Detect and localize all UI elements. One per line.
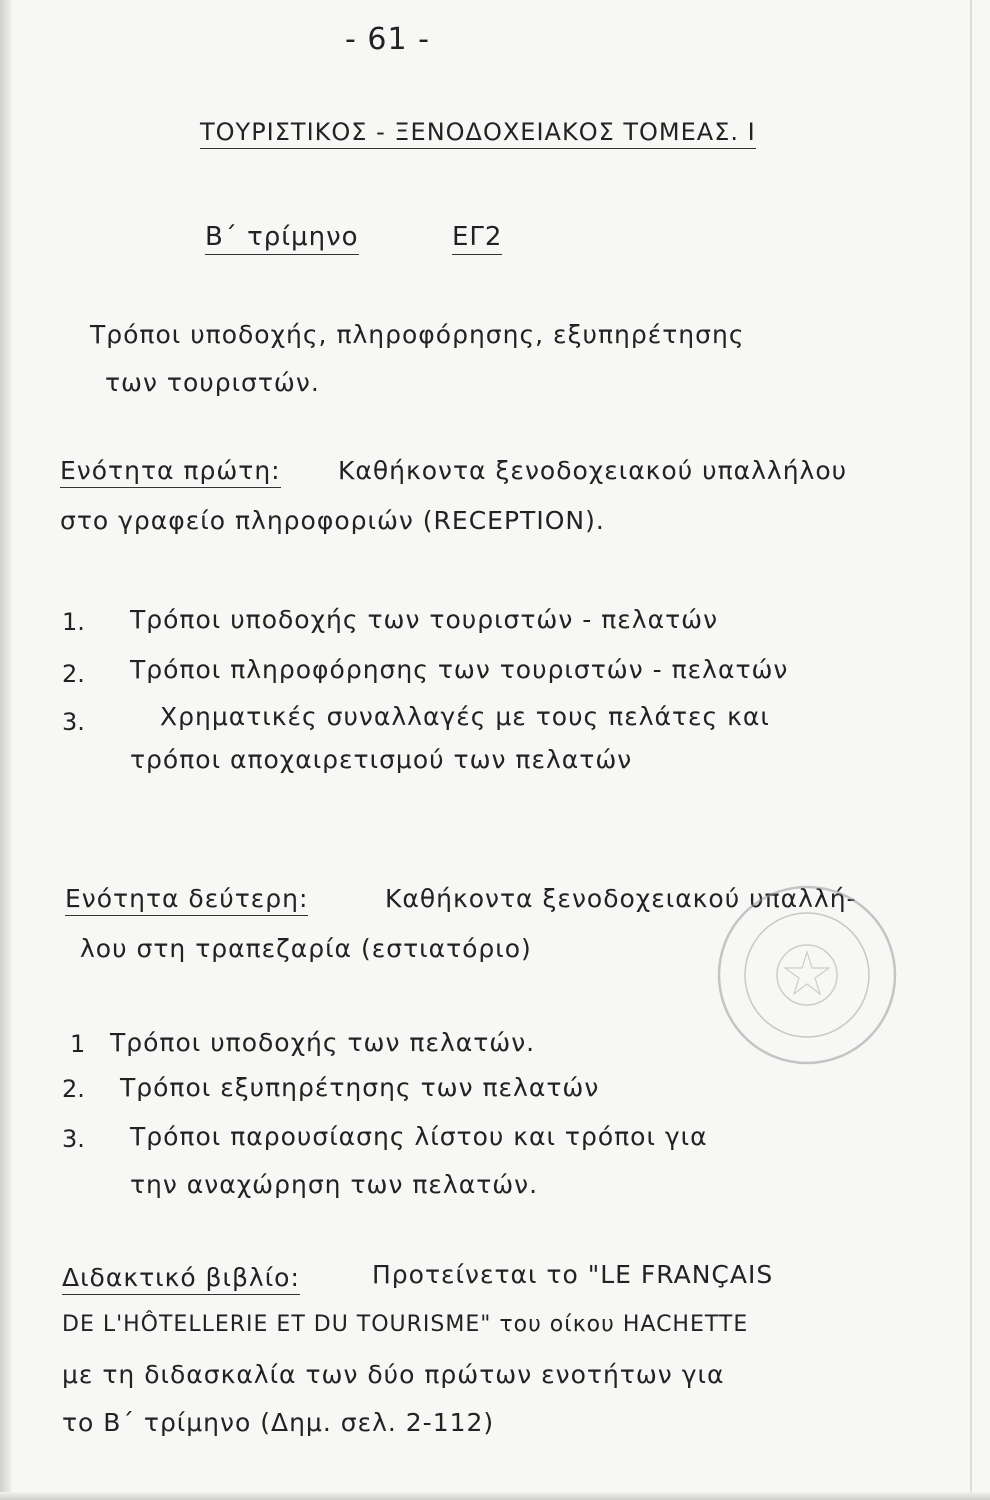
- textbook-heading: Διδακτικό βιβλίο:: [62, 1263, 300, 1295]
- page-edge: [970, 0, 972, 1500]
- unit2-item-number: 1: [70, 1030, 86, 1058]
- unit2-item-2: Τρόποι εξυπηρέτησης των πελατών: [120, 1073, 600, 1102]
- unit1-item-number: 3.: [62, 708, 85, 736]
- intro-line-2: των τουριστών.: [105, 368, 320, 397]
- unit1-item-3-line-1: Χρηματικές συναλλαγές με τους πελάτες και: [160, 702, 770, 731]
- section-title: ΤΟΥΡΙΣΤΙΚΟΣ - ΞΕΝΟΔΟΧΕΙΑΚΟΣ ΤΟΜΕΑΣ. I: [200, 118, 756, 149]
- binding-edge: [0, 0, 12, 1500]
- textbook-line-2: DE L'HÔTELLERIE ET DU TOURISME" του οίκου HACHETTE: [62, 1312, 749, 1337]
- intro-line-1: Τρόποι υποδοχής, πληροφόρησης, εξυπηρέτησης: [90, 320, 745, 349]
- unit2-item-3-line-1: Τρόποι παρουσίασης λίστου και τρόποι για: [130, 1122, 708, 1151]
- unit1-item-3-line-2: τρόποι αποχαιρετισμού των πελατών: [130, 745, 633, 774]
- unit1-heading: Ενότητα πρώτη:: [60, 456, 281, 488]
- unit2-text-1: Καθήκοντα ξενοδοχειακού υπαλλή-: [385, 884, 857, 913]
- unit2-item-number: 2.: [62, 1075, 85, 1103]
- unit2-heading: Ενότητα δεύτερη:: [65, 884, 308, 916]
- page-number: - 61 -: [345, 22, 430, 57]
- unit2-item-1: Τρόποι υποδοχής των πελατών.: [110, 1028, 536, 1057]
- unit2-item-number: 3.: [62, 1125, 85, 1153]
- textbook-line-3: με τη διδασκαλία των δύο πρώτων ενοτήτων για: [62, 1360, 725, 1389]
- textbook-line-4: το Β΄ τρίμηνο (Δημ. σελ. 2-112): [62, 1408, 495, 1437]
- textbook-line-1: Προτείνεται το "LE FRANÇAIS: [372, 1260, 774, 1289]
- official-stamp-seal: [712, 880, 902, 1070]
- unit1-item-number: 1.: [62, 608, 85, 636]
- unit2-item-3-line-2: την αναχώρηση των πελατών.: [130, 1170, 539, 1199]
- unit1-item-number: 2.: [62, 660, 85, 688]
- unit1-text-1: Καθήκοντα ξενοδοχειακού υπαλλήλου: [338, 456, 848, 485]
- term-label: Β΄ τρίμηνο: [205, 222, 359, 255]
- unit1-item-2: Τρόποι πληροφόρησης των τουριστών - πελατών: [130, 655, 789, 684]
- unit2-text-2: λου στη τραπεζαρία (εστιατόριο): [80, 934, 532, 963]
- page-bottom-edge: [0, 1492, 990, 1500]
- unit1-text-2: στο γραφείο πληροφοριών (RECEPTION).: [60, 506, 605, 535]
- unit1-item-1: Τρόποι υποδοχής των τουριστών - πελατών: [130, 605, 719, 634]
- course-code: ΕΓ2: [452, 222, 502, 255]
